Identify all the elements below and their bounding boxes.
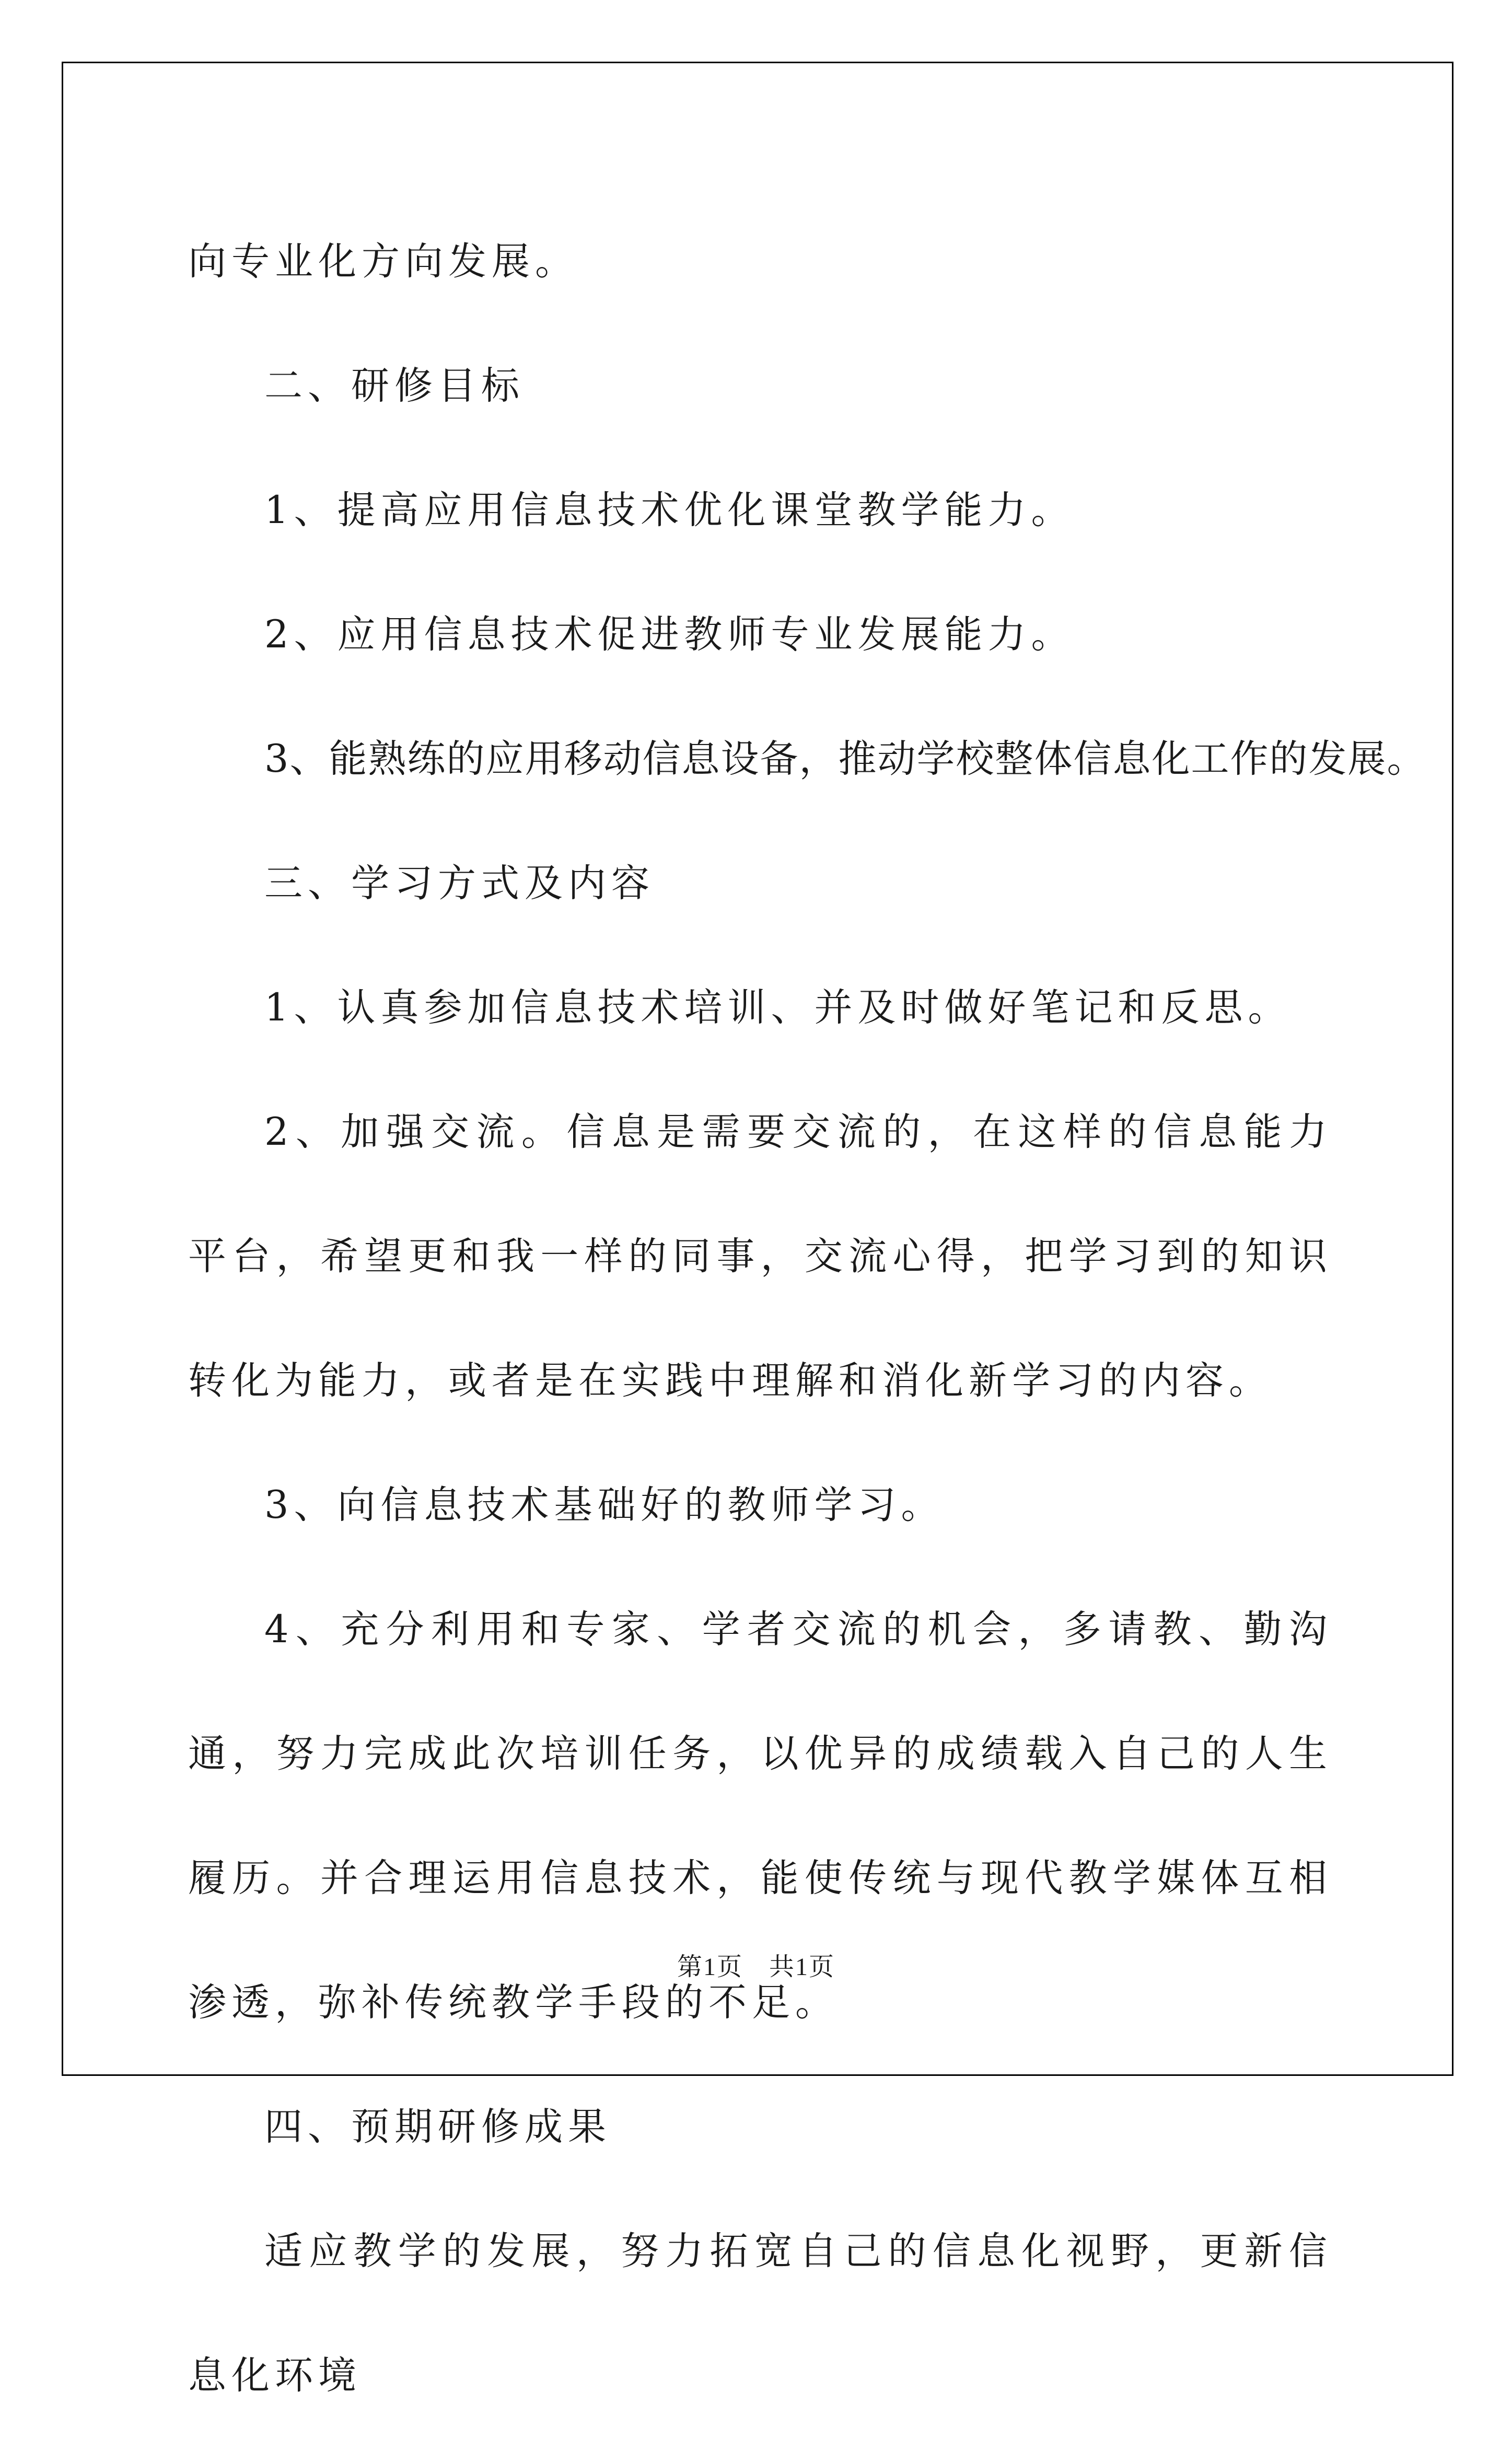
outcome-paragraph: 适应教学的发展，努力拓宽自己的信息化视野，更新信息化环境 [188,2229,1332,2398]
document-body [188,200,1426,2438]
method-item-3: 3、向信息技术基础好的教师学习。 [264,1483,945,1527]
method-item-2: 2、加强交流。信息是需要交流的，在这样的信息能力平台，希望更和我一样的同事，交流心得，把学习到的知识转化为能力，或者是在实践中理解和消化新学习的内容。 [188,1110,1332,1403]
method-item-1: 1、认真参加信息技术培训、并及时做好笔记和反思。 [264,985,1292,1030]
method-item-4: 4、充分利用和专家、学者交流的机会，多请教、勤沟通，努力完成此次培训任务，以优异的成绩载入自己的人生履历。并合理运用信息技术，能使传统与现代教学媒体互相渗透，弥补传统教学手段的不足。 [188,1607,1332,2025]
heading-research-goals: 二、研修目标 [264,364,525,408]
goal-item-2: 2、应用信息技术促进教师专业发展能力。 [264,612,1075,657]
heading-expected-outcomes: 四、预期研修成果 [264,2105,611,2149]
page-number-footer: 第1页 共1页 [677,1953,835,1981]
goal-item-1: 1、提高应用信息技术优化课堂教学能力。 [264,488,1075,532]
heading-learning-methods: 三、学习方式及内容 [264,861,655,905]
goal-item-3: 3、能熟练的应用移动信息设备，推动学校整体信息化工作的发展。 [264,737,1426,781]
paragraph-continuation: 向专业化方向发展。 [188,239,578,284]
